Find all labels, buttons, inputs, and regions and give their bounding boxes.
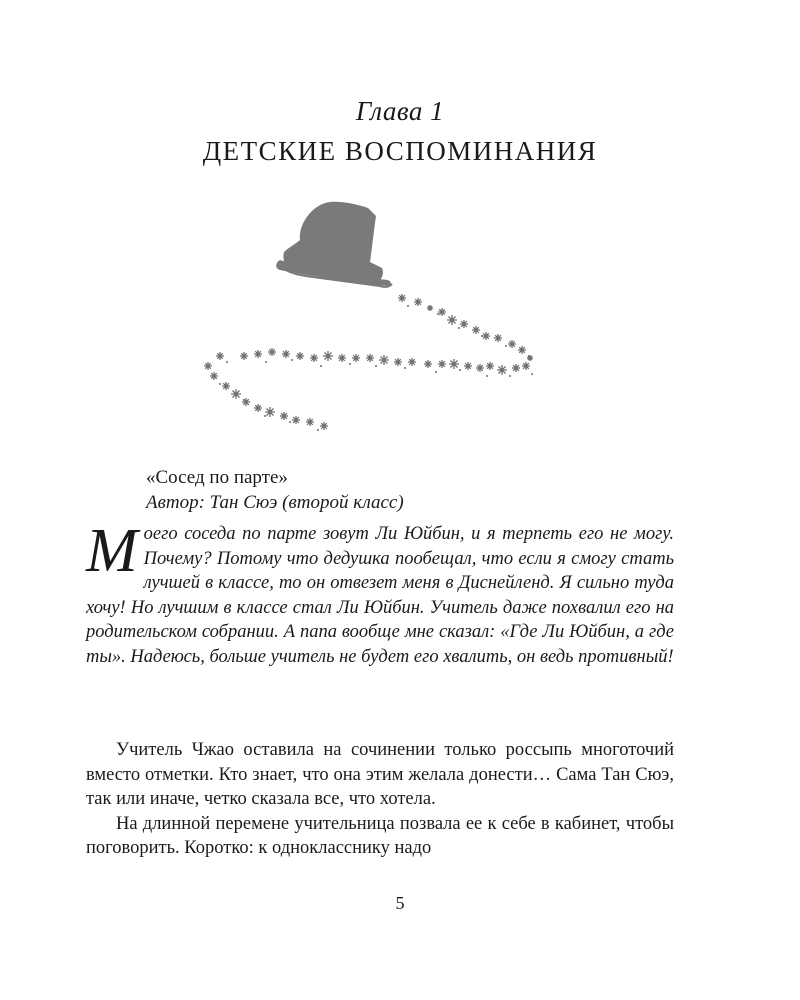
sparkle-dot — [320, 365, 322, 367]
epigraph-author: Автор: Тан Сюэ (второй класс) — [146, 492, 404, 513]
sparkle-icon — [482, 332, 490, 340]
ice-skate-icon — [276, 202, 392, 287]
sparkle-icon — [379, 355, 389, 365]
sparkle-icon — [320, 422, 328, 430]
sparkle-dot — [375, 365, 377, 367]
sparkle-icon — [494, 334, 502, 342]
paragraph: На длинной перемене учительница позвала ее к себе в кабинет, чтобы поговорить. Коротко: к однокласснику надо — [86, 813, 674, 858]
sparkle-icon — [447, 315, 457, 325]
sparkle-icon — [268, 348, 276, 356]
sparkle-dot — [349, 363, 351, 365]
sparkle-dot — [509, 375, 511, 377]
sparkle-icon — [310, 354, 318, 362]
sparkle-icon — [265, 407, 275, 417]
sparkle-icon — [338, 354, 346, 362]
sparkle-icon — [282, 350, 290, 358]
chapter-title: ДЕТСКИЕ ВОСПОМИНАНИЯ — [202, 136, 598, 166]
sparkle-dot — [219, 383, 221, 385]
chapter-label: Глава 1 — [355, 96, 445, 126]
sparkle-dot — [486, 375, 488, 377]
sparkle-icon — [508, 340, 516, 348]
sparkle-icon — [222, 382, 230, 390]
sparkle-icon — [231, 389, 241, 399]
sparkle-icon — [476, 364, 484, 372]
sparkle-icon — [240, 352, 248, 360]
sparkle-icon — [254, 350, 262, 358]
sparkle-icon — [242, 398, 250, 406]
sparkle-dot — [226, 361, 228, 363]
essay-text: оего соседа по парте зовут Ли Юйбин, и я терпеть его не могу. Почему? Потому что дедушка пообещал, что если я смогу стать лучшей в классе, то он отвезет меня в Диснейленд. Я сильно туда хочу! Но лучшим в классе стал Ли Юйбин. Учитель даже похвалил его на родительском собрании. А папа вообще мне сказал: «Где Ли Юйбин, а где ты». Надеюсь, больше учитель не будет его хвалить, он ведь противный! — [86, 524, 674, 667]
sparkle-icon — [460, 320, 468, 328]
sparkle-dot — [437, 313, 439, 315]
sparkle-trail — [204, 294, 533, 431]
epigraph — [146, 465, 404, 515]
sparkle-dot — [317, 429, 319, 431]
sparkle-icon — [394, 358, 402, 366]
sparkle-icon — [464, 362, 472, 370]
sparkle-dot — [265, 361, 267, 363]
sparkle-icon — [216, 352, 224, 360]
sparkle-dot — [458, 327, 460, 329]
sparkle-icon — [296, 352, 304, 360]
sparkle-icon — [497, 365, 507, 375]
sparkle-icon — [486, 362, 494, 370]
sparkle-icon — [449, 359, 459, 369]
sparkle-icon — [323, 351, 333, 361]
ice-skate-illustration — [180, 190, 560, 440]
sparkle-icon — [527, 355, 533, 361]
sparkle-icon — [204, 362, 212, 370]
sparkle-icon — [438, 308, 446, 316]
sparkle-dot — [404, 367, 406, 369]
sparkle-icon — [306, 418, 314, 426]
sparkle-icon — [210, 372, 218, 380]
paragraph: Учитель Чжао оставила на сочинении только россыпь многоточий вместо отметки. Кто знает, что она этим желала донести… Сама Тан Сюэ, так или иначе, четко сказала все, что хотела. — [86, 740, 674, 809]
sparkle-dot — [407, 305, 409, 307]
sparkle-icon — [518, 346, 526, 354]
sparkle-icon — [408, 358, 416, 366]
sparkle-icon — [280, 412, 288, 420]
sparkle-icon — [438, 360, 446, 368]
sparkle-dot — [289, 421, 291, 423]
sparkle-icon — [522, 362, 530, 370]
sparkle-dot — [531, 373, 533, 375]
sparkle-icon — [254, 404, 262, 412]
epigraph-title: «Сосед по парте» — [146, 467, 288, 488]
body-text — [86, 738, 674, 861]
page-number: 5 — [395, 893, 405, 913]
sparkle-icon — [366, 354, 374, 362]
sparkle-icon — [398, 294, 406, 302]
drop-cap: М — [86, 517, 138, 585]
sparkle-dot — [505, 345, 507, 347]
sparkle-icon — [424, 360, 432, 368]
sparkle-icon — [472, 326, 480, 334]
sparkle-dot — [291, 359, 293, 361]
sparkle-dot — [459, 369, 461, 371]
sparkle-dot — [435, 371, 437, 373]
essay-quote — [86, 517, 674, 669]
sparkle-icon — [352, 354, 360, 362]
sparkle-icon — [292, 416, 300, 424]
sparkle-icon — [414, 298, 422, 306]
sparkle-icon — [512, 364, 520, 372]
sparkle-icon — [427, 305, 433, 311]
sparkle-dot — [264, 415, 266, 417]
